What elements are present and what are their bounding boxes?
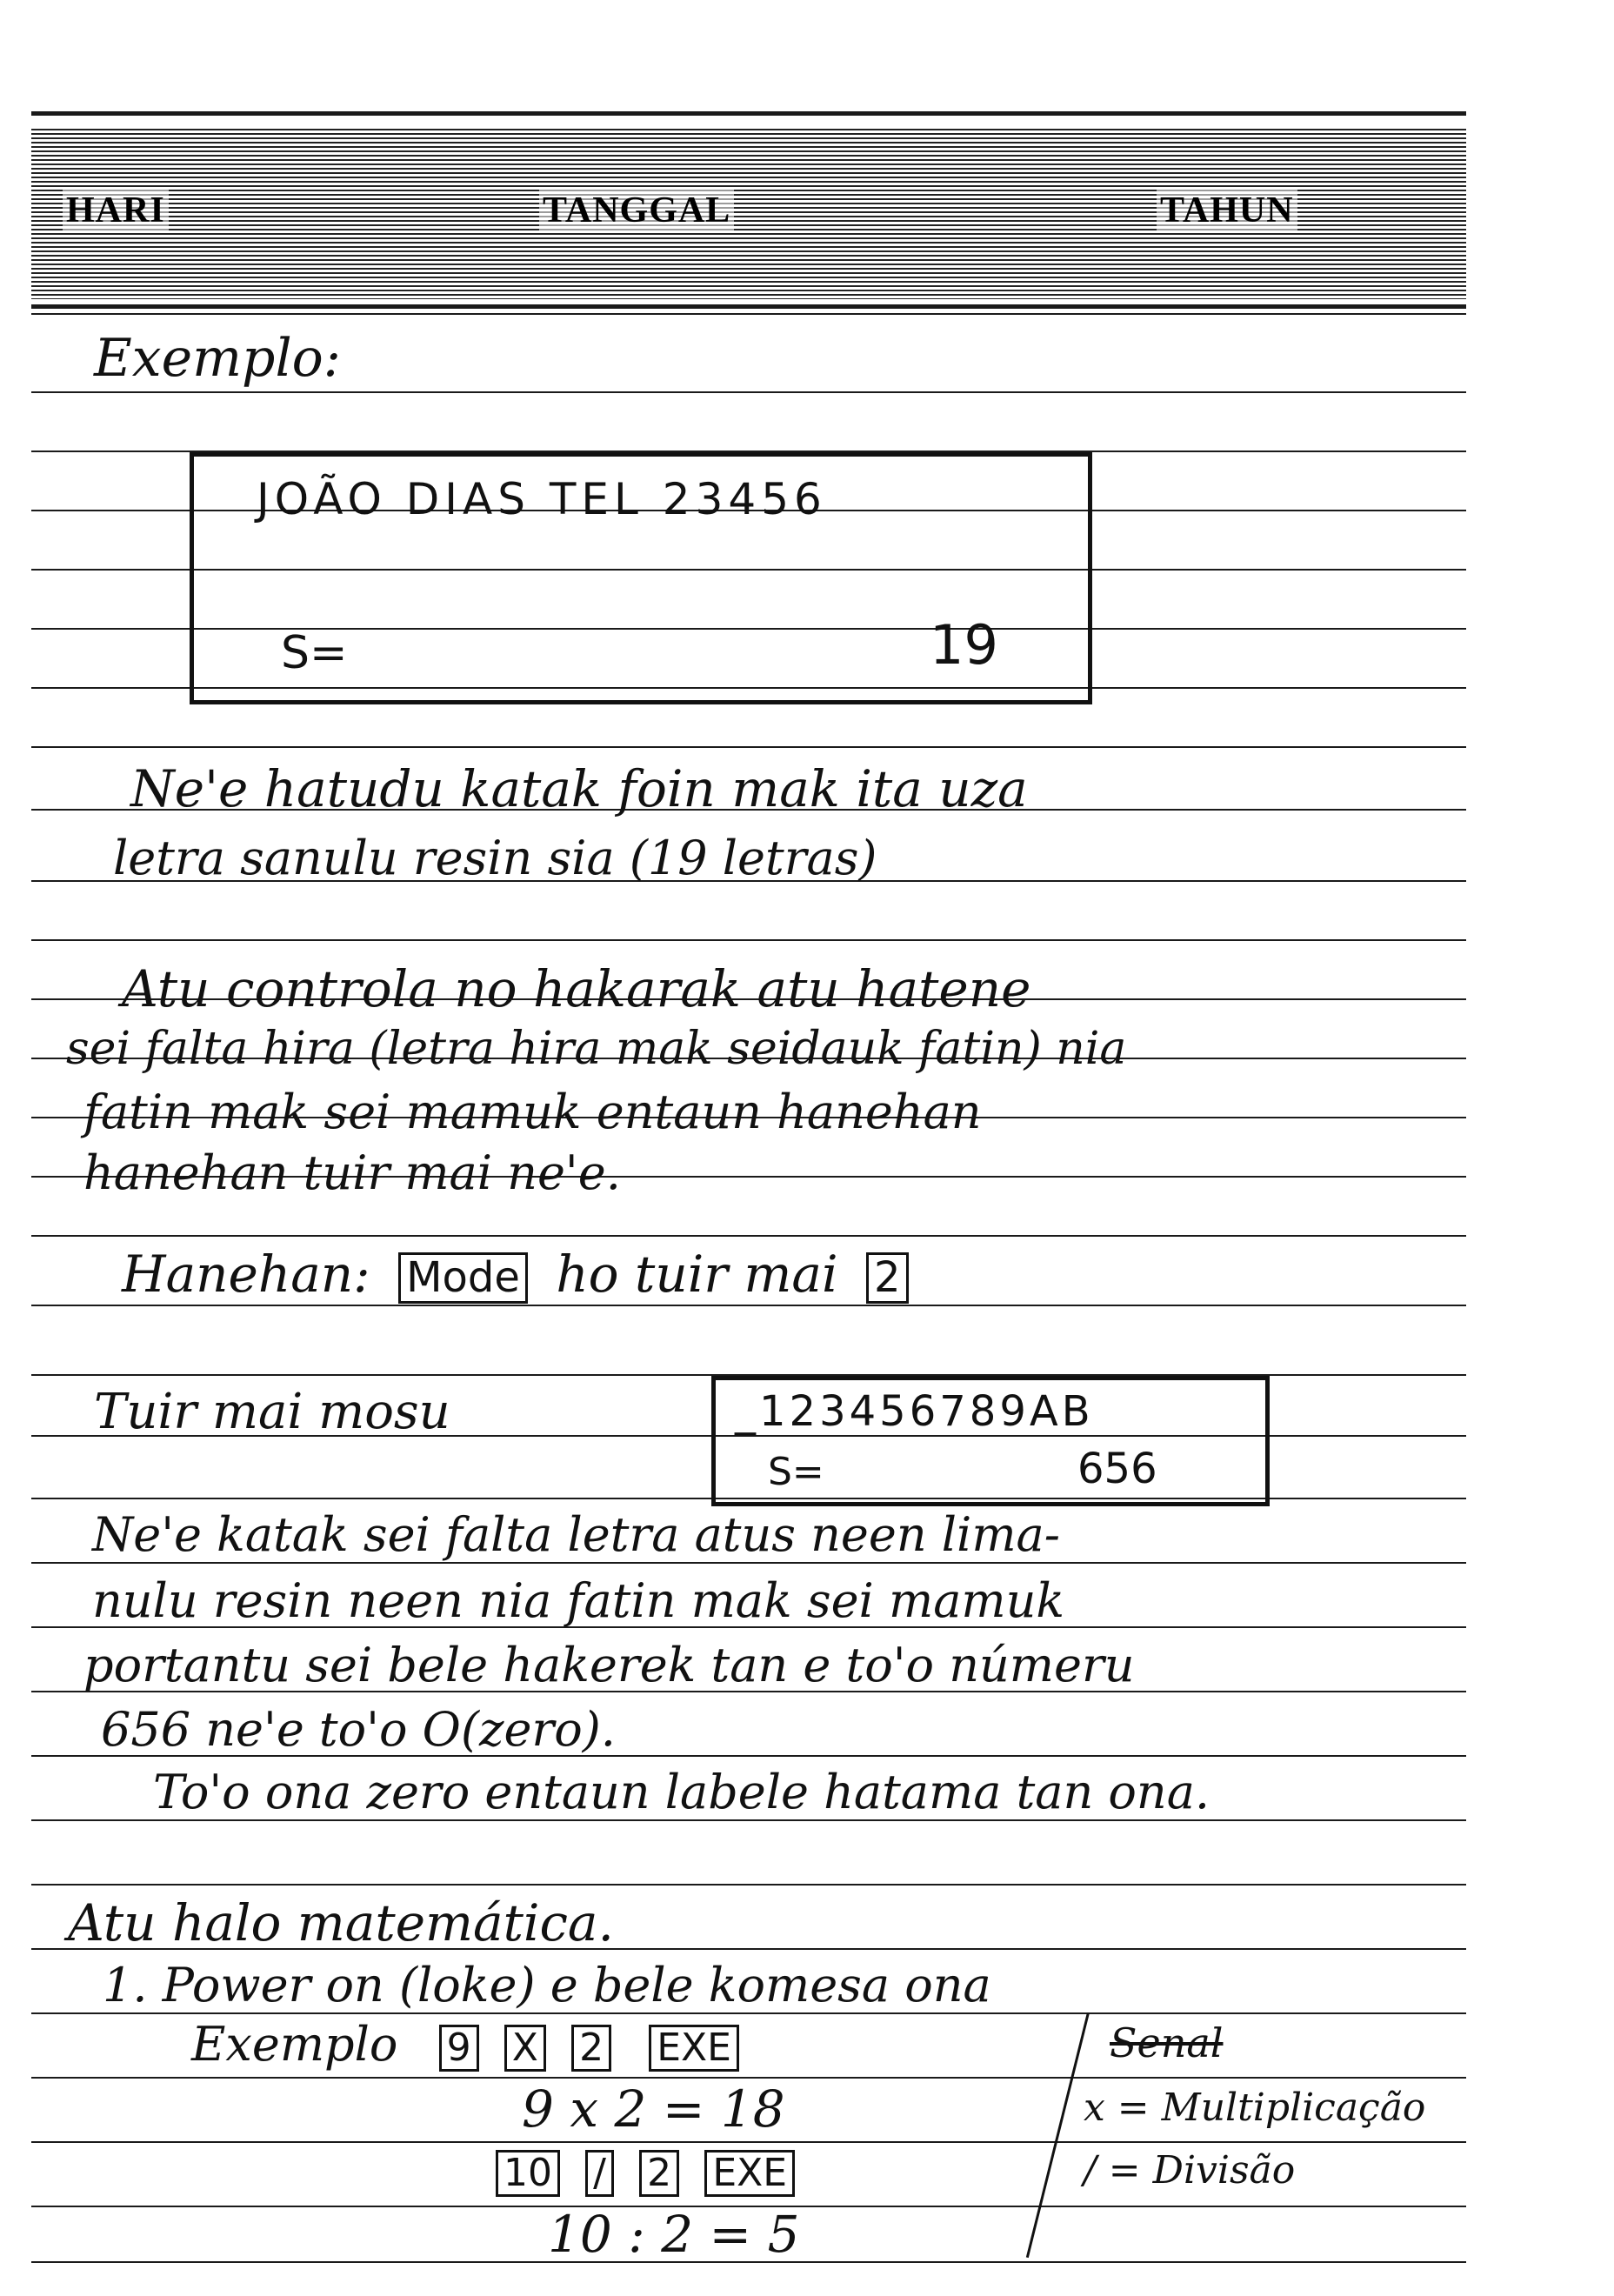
para3-line5: To'o ona zero entaun labele hatama tan ona. — [153, 1765, 1210, 1819]
mode-key: Mode — [398, 1252, 528, 1304]
hanehan-prefix: Hanehan: — [122, 1245, 370, 1304]
display-2-label: Tuir mai mosu — [94, 1384, 450, 1440]
example-row-2 — [496, 2146, 795, 2197]
ruled-line — [31, 1562, 1466, 1564]
display-2-s-label: S= — [768, 1450, 824, 1494]
ruled-line — [31, 2141, 1466, 2143]
hanehan-middle: ho tuir mai — [556, 1245, 838, 1304]
ruled-line — [31, 2077, 1466, 2079]
ruled-line — [31, 1819, 1466, 1821]
key-multiply: X — [504, 2025, 546, 2072]
display-1-s-label: S= — [281, 627, 348, 679]
para2-line3: fatin mak sei mamuk entaun hanehan — [83, 1085, 982, 1139]
calculator-display-2 — [711, 1376, 1270, 1506]
legend-divider — [1026, 2012, 1090, 2258]
example-1-result: 9 x 2 = 18 — [522, 2079, 785, 2139]
key-9: 9 — [439, 2025, 479, 2072]
para3-line1: Ne'e katak sei falta letra atus neen lima- — [92, 1507, 1060, 1562]
para2-line2: sei falta hira (letra hira mak seidauk fatin) nia — [66, 1023, 1127, 1075]
ruled-line — [31, 746, 1466, 748]
top-rule — [31, 111, 1466, 116]
key-exe-a: EXE — [649, 2025, 739, 2072]
para3-line3: portantu sei bele hakerek tan e to'o númeru — [83, 1638, 1135, 1692]
header-hari: HARI — [63, 190, 169, 231]
hanehan-line — [122, 1245, 909, 1304]
para3-line4: 656 ne'e to'o O(zero). — [101, 1702, 616, 1757]
display-1-s-value: 19 — [930, 613, 998, 677]
math-title: Atu halo matemática. — [68, 1893, 614, 1952]
ruled-line — [31, 2012, 1466, 2014]
key-2-b: 2 — [639, 2150, 679, 2197]
key-2: 2 — [866, 1252, 909, 1304]
header-tahun: TAHUN — [1157, 190, 1297, 231]
calculator-display-1 — [190, 452, 1092, 704]
header-bottom-rule-2 — [31, 313, 1466, 315]
key-2-a: 2 — [571, 2025, 611, 2072]
display-2-text: _123456789AB — [735, 1387, 1094, 1436]
ruled-line — [31, 391, 1466, 393]
para1-line1: Ne'e hatudu katak foin mak ita uza — [130, 759, 1028, 818]
para3-line2: nulu resin neen nia fatin mak sei mamuk — [92, 1573, 1065, 1628]
example-2-result: 10 : 2 = 5 — [548, 2205, 800, 2264]
key-10: 10 — [496, 2150, 560, 2197]
header-bottom-rule — [31, 304, 1466, 309]
legend-division: / = Divisão — [1084, 2148, 1296, 2193]
key-exe-b: EXE — [704, 2150, 795, 2197]
ruled-line — [31, 939, 1466, 941]
example-label: Exemplo — [191, 2017, 398, 2072]
para2-line1: Atu controla no hakarak atu hatene — [122, 959, 1031, 1018]
exemplo-heading: Exemplo: — [94, 328, 341, 389]
display-2-s-value: 656 — [1077, 1445, 1157, 1493]
para1-line2: letra sanulu resin sia (19 letras) — [113, 831, 877, 885]
display-1-text: JOÃO DIAS TEL 23456 — [257, 474, 827, 524]
header-tanggal: TANGGAL — [539, 190, 734, 231]
key-divide: / — [585, 2150, 614, 2197]
math-step1: 1. Power on (loke) e bele komesa ona — [103, 1958, 991, 2012]
example-row-1 — [191, 2017, 739, 2072]
ruled-line — [31, 1305, 1466, 1306]
legend-struck: Senal — [1110, 2019, 1224, 2066]
ruled-line — [31, 1235, 1466, 1237]
para2-line4: hanehan tuir mai ne'e. — [83, 1145, 621, 1200]
ruled-line — [31, 1884, 1466, 1886]
legend-multiplication: x = Multiplicação — [1084, 2086, 1426, 2130]
